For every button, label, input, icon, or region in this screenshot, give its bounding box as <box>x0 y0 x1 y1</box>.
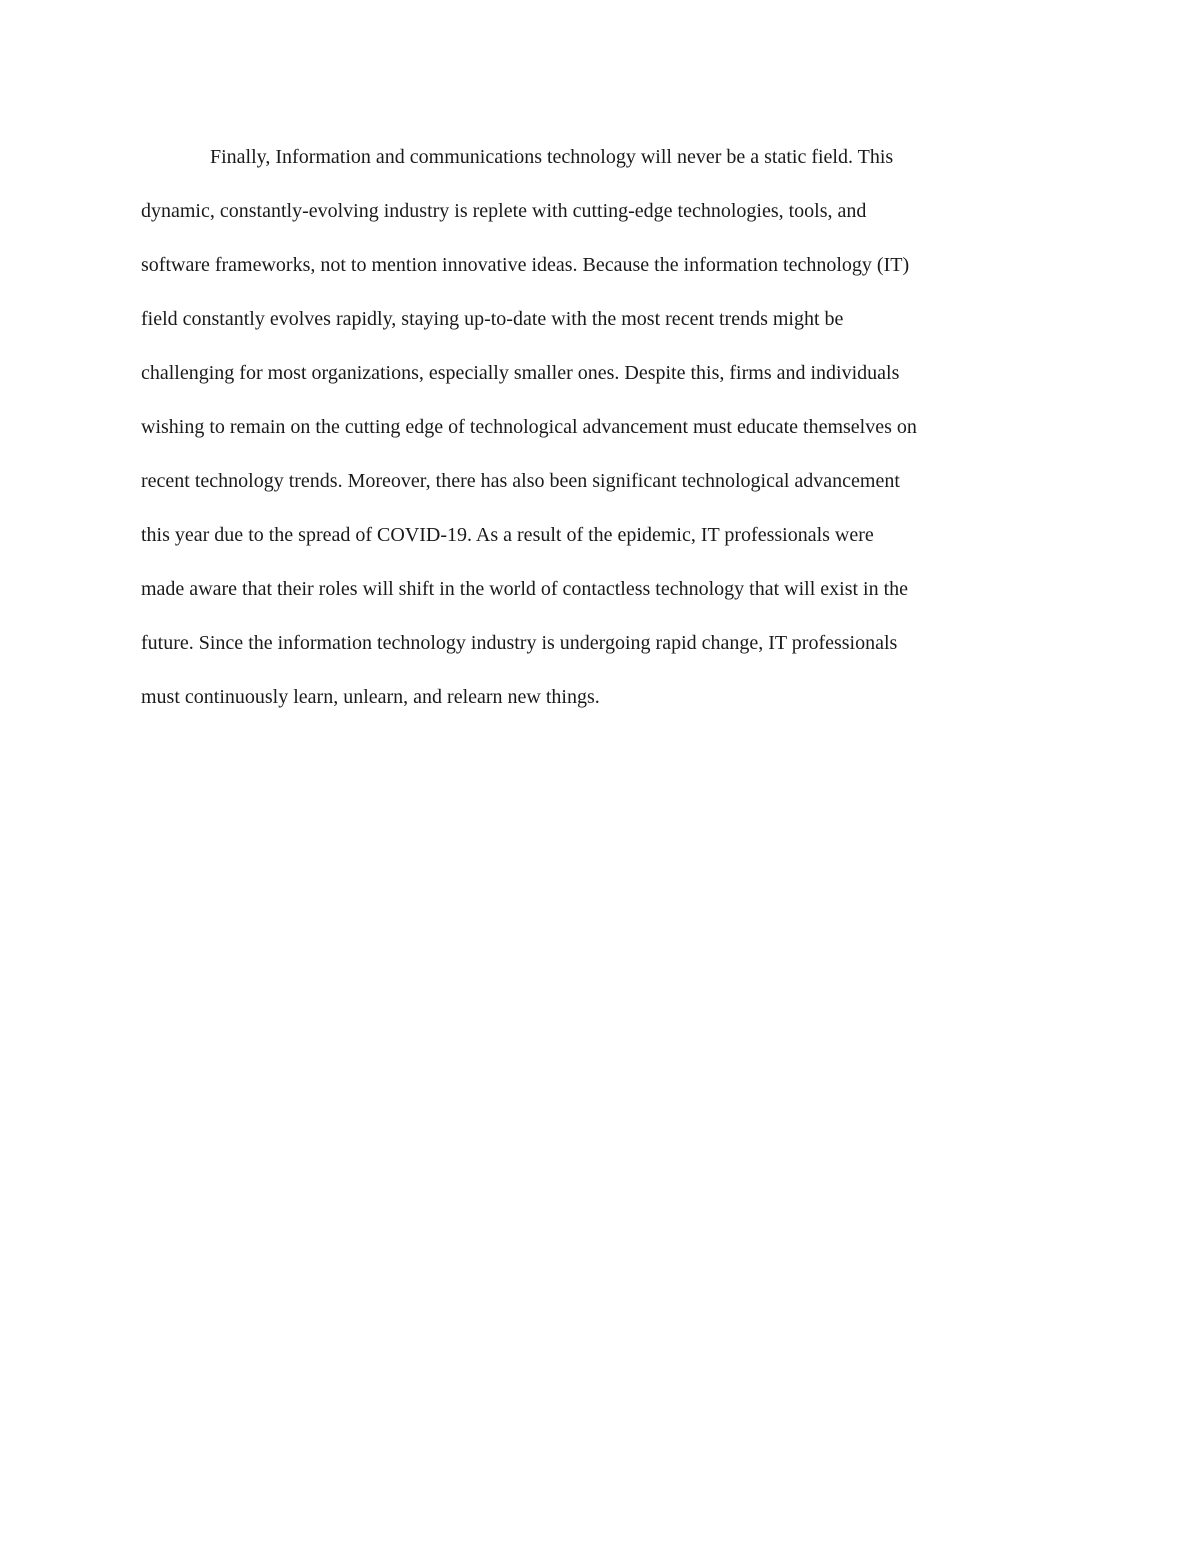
body-paragraph <box>141 130 1061 724</box>
paragraph-line: future. Since the information technology industry is undergoing rapid change, IT professionals <box>141 632 898 654</box>
paragraph-line: made aware that their roles will shift in the world of contactless technology that will exist in the <box>141 578 909 600</box>
paragraph-line: challenging for most organizations, especially smaller ones. Despite this, firms and individuals <box>141 362 900 384</box>
paragraph-line: wishing to remain on the cutting edge of technological advancement must educate themselves on <box>141 416 917 438</box>
paragraph-line: this year due to the spread of COVID-19. As a result of the epidemic, IT professionals were <box>141 524 874 546</box>
paragraph-line: Finally, Information and communications technology will never be a static field. This <box>210 146 894 168</box>
paragraph-line: dynamic, constantly-evolving industry is replete with cutting-edge technologies, tools, and <box>141 200 867 222</box>
paragraph-line: field constantly evolves rapidly, staying up-to-date with the most recent trends might be <box>141 308 844 330</box>
paragraph-line: software frameworks, not to mention innovative ideas. Because the information technology (IT) <box>141 254 910 276</box>
paragraph-line: must continuously learn, unlearn, and relearn new things. <box>141 686 600 708</box>
paragraph-line: recent technology trends. Moreover, there has also been significant technological advancement <box>141 470 900 492</box>
